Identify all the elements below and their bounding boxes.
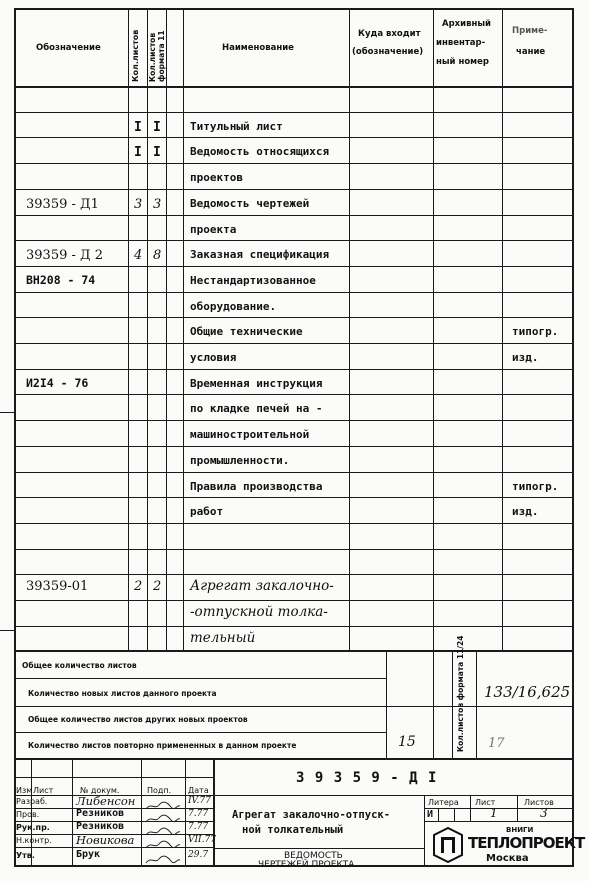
stamp-role: Н.контр.: [16, 836, 52, 845]
row-designation: И2I4 - 76: [26, 376, 89, 390]
table-row: [0, 343, 589, 369]
row-note: изд.: [512, 351, 539, 364]
row-note: изд.: [512, 505, 539, 518]
header-archive-2: инвентар-: [436, 38, 486, 48]
header-archive-3: ный номер: [436, 57, 489, 67]
organization-logo: [428, 825, 585, 865]
row-name: Временная инструкция: [190, 377, 323, 390]
stamp-name: Резников: [76, 821, 125, 832]
stamp-role: Пров.: [16, 810, 40, 819]
table-row: [0, 626, 589, 652]
row-name: условия: [190, 351, 237, 364]
signature-scribble-icon: [145, 837, 181, 853]
header-designation: Обозначение: [36, 43, 101, 53]
table-row: [0, 446, 589, 472]
stamp-role: Рук.пр.: [16, 823, 50, 832]
total-sheets-label: Общее количество листов: [22, 661, 137, 670]
row-name: Агрегат закалочно-: [190, 578, 334, 594]
signature-scribble-icon: [145, 852, 181, 868]
row-sheets-format: 8: [153, 248, 162, 263]
totals-col: [433, 650, 434, 758]
table-row: [0, 497, 589, 523]
table-row: [0, 266, 589, 292]
table-row: [0, 369, 589, 395]
stamp-date: 7.77: [188, 822, 209, 832]
row-name: по кладке печей на -: [190, 402, 323, 415]
edge-mark: [0, 412, 14, 413]
table-row: [0, 317, 589, 343]
row-sheets-count: 2: [134, 579, 143, 594]
stamp-sheets-value: 3: [540, 806, 548, 820]
row-sheets-format: 2: [153, 579, 162, 594]
row-line: [14, 523, 572, 524]
other-projects-label: Общее количество листов других новых проектов: [28, 715, 248, 724]
stamp-col-doc: № докум.: [80, 786, 120, 795]
table-row: [0, 137, 589, 163]
row-sheets-format: I: [153, 145, 161, 160]
table-row: [0, 472, 589, 498]
stamp-line: [424, 821, 574, 822]
row-note: типогр.: [512, 480, 559, 493]
table-row: [0, 215, 589, 241]
edge-mark: [0, 630, 14, 631]
stamp-col-date: Дата: [188, 786, 209, 795]
org-name: ТЕПЛОПРОЕКТ: [468, 834, 585, 852]
row-designation: ВН208 - 74: [26, 273, 96, 287]
table-row: [0, 600, 589, 626]
format-label: Кол.листов формата 11/24: [456, 635, 465, 752]
header-divider: [14, 86, 574, 88]
stamp-col: [438, 808, 439, 821]
row-name: Ведомость относящихся: [190, 145, 330, 158]
new-sheets-value: 133/16,625: [484, 683, 571, 701]
row-name: работ: [190, 505, 224, 518]
stamp-doc-1: ВЕДОМОСТЬ: [284, 851, 343, 861]
row-name: проектов: [190, 171, 243, 184]
stamp-line: [424, 808, 574, 809]
stamp-name: Либенсон: [76, 794, 136, 808]
stamp-litera-value: И: [427, 809, 434, 820]
table-row: [0, 240, 589, 266]
row-name: тельный: [190, 630, 256, 646]
row-sheets-count: 3: [134, 197, 143, 212]
stamp-sheet-value: 1: [490, 806, 498, 820]
stamp-col: [470, 795, 471, 821]
row-sheets-count: I: [134, 145, 142, 160]
totals-col: [476, 650, 477, 758]
table-row: [0, 420, 589, 446]
row-name: Правила производства: [190, 480, 323, 493]
totals-col: [386, 650, 387, 758]
stamp-col-sign: Подп.: [147, 786, 172, 795]
row-sheets-format: 3: [153, 197, 162, 212]
stamp-name: Резников: [76, 808, 125, 819]
stamp-col: [141, 758, 142, 865]
row-designation: 39359 - Д1: [26, 197, 99, 212]
frame-top: [14, 8, 574, 10]
row-line: [14, 549, 572, 550]
row-note: типогр.: [512, 325, 559, 338]
row-name: Нестандартизованное: [190, 274, 316, 287]
reused-label: Количество листов повторно примененных в данном проекте: [28, 741, 297, 750]
stamp-litera-label: Литера: [428, 798, 459, 807]
stamp-date: VII.77: [188, 835, 216, 845]
row-sheets-count: 4: [134, 248, 143, 263]
row-designation: 39359-01: [26, 579, 89, 594]
totals-line: [14, 678, 386, 679]
header-sheets-count: Кол.листов: [131, 29, 140, 82]
header-note: Приме-: [512, 26, 548, 36]
row-name: проекта: [190, 223, 237, 236]
totals-line: [14, 732, 386, 733]
stamp-date: IV.77: [188, 796, 211, 806]
header-archive: Архивный: [442, 19, 491, 29]
stamp-col: [517, 795, 518, 821]
row-name: -отпускной толка-: [190, 604, 328, 620]
totals-top: [14, 650, 574, 652]
header-name: Наименование: [222, 43, 294, 53]
totals-line: [14, 706, 572, 707]
table-row: [0, 163, 589, 189]
table-row: [0, 112, 589, 138]
stamp-sheet-label: Лист: [475, 798, 496, 807]
stamp-title-2: ной толкательный: [242, 824, 344, 836]
stamp-line: [14, 777, 214, 778]
stamp-col-list: Лист: [33, 786, 54, 795]
table-row: [0, 292, 589, 318]
stamp-sheets-label: Листов: [524, 798, 554, 807]
row-name: Ведомость чертежей: [190, 197, 310, 210]
row-name: Общие технические: [190, 325, 303, 338]
stamp-line: [214, 848, 424, 849]
stamp-role: Утв.: [16, 851, 35, 860]
stamp-title-1: Агрегат закалочно-отпуск-: [232, 809, 391, 821]
reused-format-value: 17: [488, 736, 505, 751]
stamp-col: [213, 758, 215, 865]
row-name: машиностроительной: [190, 428, 310, 441]
table-row: [0, 394, 589, 420]
stamp-col: [454, 808, 455, 821]
reused-value: 15: [398, 734, 416, 750]
totals-bottom: [14, 758, 574, 760]
new-sheets-label: Количество новых листов данного проекта: [28, 689, 217, 698]
stamp-col: [424, 795, 425, 865]
row-sheets-count: I: [134, 120, 142, 135]
stamp-date: 7.77: [188, 809, 209, 819]
stamp-doc-2: ЧЕРТЕЖЕЙ ПРОЕКТА: [258, 860, 355, 870]
table-row: [0, 574, 589, 600]
stamp-role: Разраб.: [16, 797, 48, 806]
stamp-line: [14, 847, 214, 848]
org-short: ВНИГИ: [506, 826, 534, 834]
header-where: Куда входит: [358, 29, 421, 39]
stamp-col-izm: Изм: [16, 786, 33, 795]
table-row: [0, 189, 589, 215]
row-name: промышленности.: [190, 454, 290, 467]
header-sheets-format: Кол.листов формата 11: [148, 30, 166, 82]
stamp-date: 29.7: [188, 850, 209, 860]
row-name: Заказная спецификация: [190, 248, 330, 261]
row-designation: 39359 - Д 2: [26, 248, 103, 263]
stamp-col: [72, 758, 73, 865]
header-note-2: чание: [516, 47, 546, 57]
stamp-col: [185, 758, 186, 865]
stamp-name: Брук: [76, 849, 101, 860]
row-name: оборудование.: [190, 300, 277, 313]
stamp-name: Новикова: [76, 833, 135, 847]
row-sheets-format: I: [153, 120, 161, 135]
totals-col: [452, 650, 453, 758]
stamp-code: 3 9 3 5 9 - Д I: [296, 770, 438, 786]
header-where-2: (обозначение): [352, 47, 424, 57]
row-name: Титульный лист: [190, 120, 283, 133]
org-city: Москва: [486, 853, 529, 864]
